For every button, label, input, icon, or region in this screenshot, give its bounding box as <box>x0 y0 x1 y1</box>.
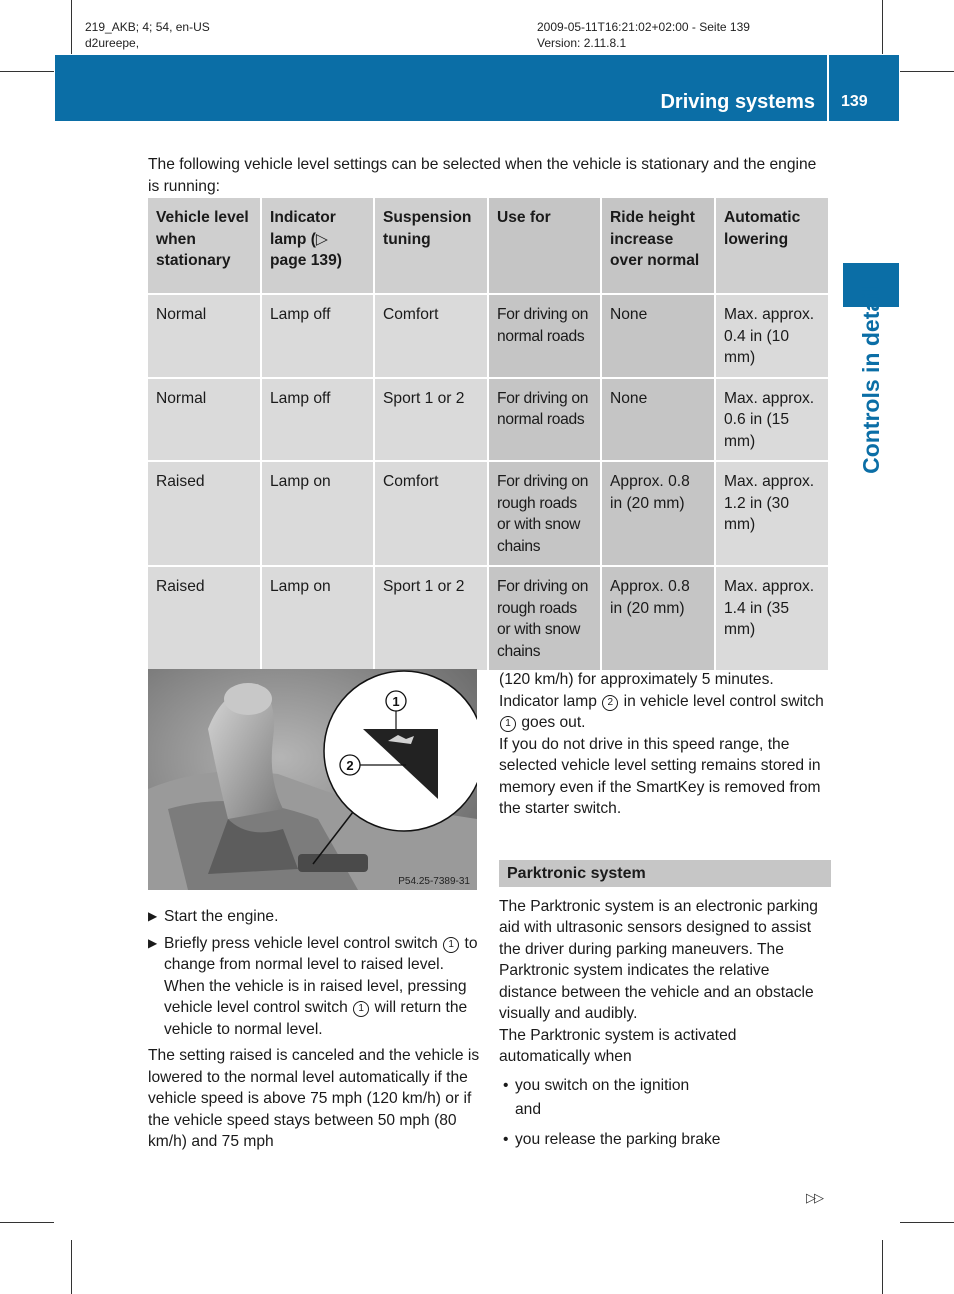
table-header: Ride height increase over normal <box>601 198 715 294</box>
table-header: Vehicle level when stationary <box>148 198 261 294</box>
crop-mark <box>882 0 883 54</box>
table-cell: For driving on rough roads or with snow chains <box>488 461 601 566</box>
print-meta-right <box>537 19 750 51</box>
header-divider <box>827 55 829 121</box>
meta-line: 219_AKB; 4; 54, en-US <box>85 20 210 34</box>
step-text: to change from normal level to raised level. When the vehicle is in raised level, pressing vehicle level control switch <box>164 934 478 1016</box>
step-arrow-icon: ▶ <box>148 935 158 950</box>
meta-line: d2ureepe, <box>85 36 140 50</box>
paragraph: If you do not drive in this speed range, the selected vehicle level setting remains stored in memory even if the SmartKey is removed from the starter switch. <box>499 735 821 817</box>
table-cell: Lamp on <box>261 461 374 566</box>
paragraph: The setting raised is canceled and the vehicle is lowered to the normal level automatically if the vehicle speed is above 75 mph (120 km/h) or if the vehicle speed stays between 50 mph (80 km/h) and 75 mph <box>148 1047 480 1150</box>
list-item <box>499 1075 831 1097</box>
table-cell: Max. approx. 1.2 in (30 mm) <box>715 461 828 566</box>
table-cell: Normal <box>148 378 261 462</box>
list-item-text: you switch on the ignition <box>515 1076 690 1094</box>
table-cell: Approx. 0.8 in (20 mm) <box>601 566 715 671</box>
page-number: 139 <box>841 93 868 110</box>
left-column <box>148 906 480 1153</box>
table-cell: None <box>601 294 715 378</box>
list-connector: and <box>515 1101 542 1118</box>
table-header: Use for <box>488 198 601 294</box>
print-meta-left <box>85 19 210 51</box>
table-cell: For driving on normal roads <box>488 294 601 378</box>
table-header: Automatic lowering <box>715 198 828 294</box>
step-text: will return the vehicle to normal level. <box>164 999 468 1038</box>
text-run: goes out. <box>521 714 586 731</box>
table-cell: Raised <box>148 461 261 566</box>
callout-ref-1: 1 <box>500 716 516 732</box>
step-text: Start the engine. <box>164 908 279 925</box>
step-text: Briefly press vehicle level control switch <box>164 934 438 952</box>
meta-line: Version: 2.11.8.1 <box>537 36 627 50</box>
table-header-row <box>148 198 828 294</box>
table-cell: Lamp on <box>261 566 374 671</box>
table-cell: Normal <box>148 294 261 378</box>
gear-lever-photo <box>148 669 477 890</box>
crop-mark <box>71 1240 72 1294</box>
callout-2: 2 <box>346 758 354 773</box>
table-cell: Comfort <box>374 294 488 378</box>
table-cell: Max. approx. 0.6 in (15 mm) <box>715 378 828 462</box>
figure-code: P54.25-7389-31 <box>398 876 470 887</box>
right-column <box>499 669 831 1150</box>
crop-mark <box>882 1240 883 1294</box>
table-row <box>148 461 828 566</box>
crop-mark <box>0 71 54 72</box>
crop-mark <box>900 71 954 72</box>
table-cell: Comfort <box>374 461 488 566</box>
table-header: Indicator lamp (▷ page 139) <box>261 198 374 294</box>
table-cell: Lamp off <box>261 378 374 462</box>
text-run: (120 km/h) for approximately 5 minutes. Indicator lamp <box>499 671 774 710</box>
bullet-icon: • <box>503 1130 509 1148</box>
photo-illustration <box>148 669 477 890</box>
table-header: Suspension tuning <box>374 198 488 294</box>
table-row <box>148 378 828 462</box>
text-run: in vehicle level control switch <box>623 692 824 710</box>
step-arrow-icon: ▶ <box>148 909 158 923</box>
table-cell: Max. approx. 1.4 in (35 mm) <box>715 566 828 671</box>
instruction-step <box>148 906 480 928</box>
side-tab-label: Controls in detail <box>858 286 884 474</box>
section-title: Driving systems <box>660 91 815 113</box>
intro-paragraph: The following vehicle level settings can be selected when the vehicle is stationary and the engine is running: <box>148 156 817 195</box>
table-cell: Max. approx. 0.4 in (10 mm) <box>715 294 828 378</box>
callout-ref-1: 1 <box>443 937 459 953</box>
vehicle-level-table <box>148 198 828 672</box>
instruction-step <box>148 933 480 1041</box>
table-cell: Lamp off <box>261 294 374 378</box>
callout-1: 1 <box>392 694 400 709</box>
table-row <box>148 566 828 671</box>
table-cell: Sport 1 or 2 <box>374 566 488 671</box>
table-cell: For driving on rough roads or with snow chains <box>488 566 601 671</box>
callout-ref-2: 2 <box>602 695 618 711</box>
continue-arrows-icon: ▷▷ <box>806 1190 822 1205</box>
table-cell: Approx. 0.8 in (20 mm) <box>601 461 715 566</box>
paragraph: The Parktronic system is an electronic parking aid with ultrasonic sensors designed to assist the driver during parking maneuvers. The Parktronic system indicates the relative distance between the vehicle and an obstacle visually and audibly. <box>499 897 818 1022</box>
bullet-icon: • <box>503 1076 509 1094</box>
table-cell: For driving on normal roads <box>488 378 601 462</box>
table-cell: Sport 1 or 2 <box>374 378 488 462</box>
callout-ref-1: 1 <box>353 1001 369 1017</box>
list-item <box>499 1129 831 1151</box>
parktronic-heading: Parktronic system <box>499 860 831 887</box>
table-row <box>148 294 828 378</box>
header-bar <box>55 55 899 121</box>
list-item-text: you release the parking brake <box>515 1130 721 1148</box>
crop-mark <box>71 0 72 54</box>
crop-mark <box>900 1222 954 1223</box>
paragraph <box>499 669 831 734</box>
table-cell: Raised <box>148 566 261 671</box>
crop-mark <box>0 1222 54 1223</box>
table-cell: None <box>601 378 715 462</box>
meta-line: 2009-05-11T16:21:02+02:00 - Seite 139 <box>537 20 750 34</box>
paragraph: The Parktronic system is activated automatically when <box>499 1026 737 1065</box>
